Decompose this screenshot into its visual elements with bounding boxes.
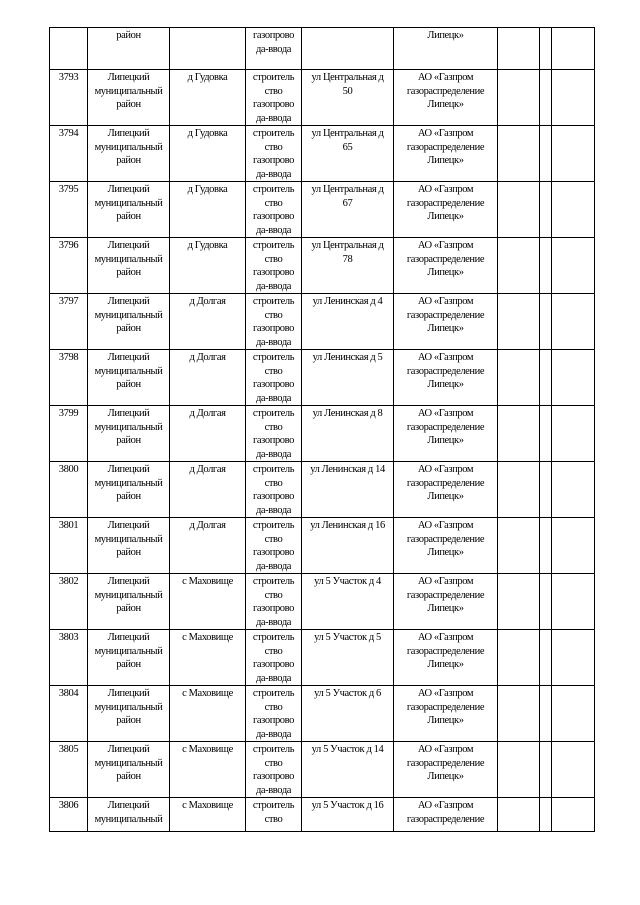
empty-cell bbox=[540, 686, 552, 742]
settlement-cell: с Маховище bbox=[170, 742, 246, 798]
work-type-cell: строитель ство газопрово да-ввода bbox=[246, 350, 302, 406]
empty-cell bbox=[540, 350, 552, 406]
settlement-cell: с Маховище bbox=[170, 686, 246, 742]
work-type-cell: строитель ство газопрово да-ввода bbox=[246, 238, 302, 294]
work-type-cell: строитель ство газопрово да-ввода bbox=[246, 294, 302, 350]
row-number: 3804 bbox=[50, 686, 88, 742]
empty-cell bbox=[540, 798, 552, 832]
district-cell: Липецкий муниципальный район bbox=[88, 294, 170, 350]
district-cell: Липецкий муниципальный район bbox=[88, 350, 170, 406]
district-cell: Липецкий муниципальный район bbox=[88, 70, 170, 126]
empty-cell bbox=[540, 574, 552, 630]
work-type-cell: строитель ство газопрово да-ввода bbox=[246, 630, 302, 686]
row-number: 3801 bbox=[50, 518, 88, 574]
work-type-cell: строитель ство газопрово да-ввода bbox=[246, 70, 302, 126]
empty-cell bbox=[552, 28, 595, 70]
table-row bbox=[50, 406, 595, 462]
empty-cell bbox=[552, 630, 595, 686]
empty-cell bbox=[540, 126, 552, 182]
table-row bbox=[50, 630, 595, 686]
address-cell: ул 5 Участок д 6 bbox=[302, 686, 394, 742]
row-number: 3806 bbox=[50, 798, 88, 832]
empty-cell bbox=[540, 462, 552, 518]
address-cell: ул Ленинская д 4 bbox=[302, 294, 394, 350]
settlement-cell: д Долгая bbox=[170, 518, 246, 574]
address-cell: ул Центральная д 78 bbox=[302, 238, 394, 294]
empty-cell bbox=[498, 294, 540, 350]
empty-cell bbox=[540, 238, 552, 294]
row-number bbox=[50, 28, 88, 70]
empty-cell bbox=[540, 294, 552, 350]
empty-cell bbox=[540, 518, 552, 574]
organization-cell: АО «Газпром газораспределение Липецк» bbox=[394, 630, 498, 686]
work-type-cell: строитель ство газопрово да-ввода bbox=[246, 182, 302, 238]
organization-cell: АО «Газпром газораспределение Липецк» bbox=[394, 462, 498, 518]
organization-cell: АО «Газпром газораспределение Липецк» bbox=[394, 294, 498, 350]
empty-cell bbox=[552, 238, 595, 294]
empty-cell bbox=[498, 126, 540, 182]
empty-cell bbox=[552, 742, 595, 798]
work-type-cell: строитель ство газопрово да-ввода bbox=[246, 686, 302, 742]
settlement-cell: с Маховище bbox=[170, 574, 246, 630]
empty-cell bbox=[498, 742, 540, 798]
empty-cell bbox=[552, 406, 595, 462]
empty-cell bbox=[540, 742, 552, 798]
district-cell: Липецкий муниципальный район bbox=[88, 742, 170, 798]
empty-cell bbox=[498, 630, 540, 686]
settlement-cell: д Долгая bbox=[170, 406, 246, 462]
empty-cell bbox=[498, 70, 540, 126]
empty-cell bbox=[498, 518, 540, 574]
address-cell: ул 5 Участок д 14 bbox=[302, 742, 394, 798]
work-type-cell: газопрово да-ввода bbox=[246, 28, 302, 70]
address-cell bbox=[302, 28, 394, 70]
empty-cell bbox=[552, 182, 595, 238]
empty-cell bbox=[498, 462, 540, 518]
district-cell: Липецкий муниципальный район bbox=[88, 630, 170, 686]
settlement-cell: д Долгая bbox=[170, 294, 246, 350]
empty-cell bbox=[552, 574, 595, 630]
row-number: 3793 bbox=[50, 70, 88, 126]
district-cell: Липецкий муниципальный bbox=[88, 798, 170, 832]
empty-cell bbox=[552, 126, 595, 182]
organization-cell: АО «Газпром газораспределение Липецк» bbox=[394, 238, 498, 294]
table-row bbox=[50, 294, 595, 350]
row-number: 3803 bbox=[50, 630, 88, 686]
settlement-cell: д Долгая bbox=[170, 462, 246, 518]
organization-cell: АО «Газпром газораспределение Липецк» bbox=[394, 742, 498, 798]
settlement-cell: д Долгая bbox=[170, 350, 246, 406]
organization-cell: АО «Газпром газораспределение Липецк» bbox=[394, 406, 498, 462]
table-row bbox=[50, 70, 595, 126]
address-cell: ул 5 Участок д 5 bbox=[302, 630, 394, 686]
organization-cell: АО «Газпром газораспределение bbox=[394, 798, 498, 832]
work-type-cell: строитель ство газопрово да-ввода bbox=[246, 742, 302, 798]
empty-cell bbox=[540, 28, 552, 70]
row-number: 3796 bbox=[50, 238, 88, 294]
district-cell: Липецкий муниципальный район bbox=[88, 182, 170, 238]
empty-cell bbox=[498, 686, 540, 742]
work-type-cell: строитель ство газопрово да-ввода bbox=[246, 126, 302, 182]
table-row bbox=[50, 238, 595, 294]
row-number: 3802 bbox=[50, 574, 88, 630]
district-cell: Липецкий муниципальный район bbox=[88, 574, 170, 630]
empty-cell bbox=[552, 350, 595, 406]
table-row bbox=[50, 574, 595, 630]
table-body bbox=[50, 28, 595, 832]
empty-cell bbox=[552, 798, 595, 832]
table-row bbox=[50, 686, 595, 742]
empty-cell bbox=[498, 406, 540, 462]
empty-cell bbox=[498, 798, 540, 832]
organization-cell: АО «Газпром газораспределение Липецк» bbox=[394, 350, 498, 406]
empty-cell bbox=[498, 28, 540, 70]
organization-cell: АО «Газпром газораспределение Липецк» bbox=[394, 686, 498, 742]
settlement-cell: д Гудовка bbox=[170, 238, 246, 294]
row-number: 3805 bbox=[50, 742, 88, 798]
empty-cell bbox=[540, 630, 552, 686]
address-cell: ул Ленинская д 14 bbox=[302, 462, 394, 518]
organization-cell: АО «Газпром газораспределение Липецк» bbox=[394, 70, 498, 126]
district-cell: Липецкий муниципальный район bbox=[88, 462, 170, 518]
table-row bbox=[50, 28, 595, 70]
row-number: 3794 bbox=[50, 126, 88, 182]
settlement-cell: с Маховище bbox=[170, 630, 246, 686]
district-cell: Липецкий муниципальный район bbox=[88, 406, 170, 462]
address-cell: ул Ленинская д 5 bbox=[302, 350, 394, 406]
empty-cell bbox=[552, 70, 595, 126]
district-cell: Липецкий муниципальный район bbox=[88, 126, 170, 182]
table-row bbox=[50, 518, 595, 574]
organization-cell: АО «Газпром газораспределение Липецк» bbox=[394, 518, 498, 574]
row-number: 3795 bbox=[50, 182, 88, 238]
district-cell: Липецкий муниципальный район bbox=[88, 518, 170, 574]
address-cell: ул Центральная д 65 bbox=[302, 126, 394, 182]
settlement-cell: д Гудовка bbox=[170, 182, 246, 238]
empty-cell bbox=[552, 462, 595, 518]
work-type-cell: строитель ство bbox=[246, 798, 302, 832]
district-cell: Липецкий муниципальный район bbox=[88, 238, 170, 294]
address-cell: ул Ленинская д 8 bbox=[302, 406, 394, 462]
table-row bbox=[50, 350, 595, 406]
address-cell: ул 5 Участок д 4 bbox=[302, 574, 394, 630]
settlement-cell: д Гудовка bbox=[170, 70, 246, 126]
work-type-cell: строитель ство газопрово да-ввода bbox=[246, 462, 302, 518]
empty-cell bbox=[498, 182, 540, 238]
settlement-cell bbox=[170, 28, 246, 70]
address-cell: ул Центральная д 50 bbox=[302, 70, 394, 126]
empty-cell bbox=[540, 406, 552, 462]
table-row bbox=[50, 462, 595, 518]
row-number: 3800 bbox=[50, 462, 88, 518]
district-cell: Липецкий муниципальный район bbox=[88, 686, 170, 742]
empty-cell bbox=[498, 350, 540, 406]
organization-cell: АО «Газпром газораспределение Липецк» bbox=[394, 182, 498, 238]
organization-cell: Липецк» bbox=[394, 28, 498, 70]
table-row bbox=[50, 742, 595, 798]
organization-cell: АО «Газпром газораспределение Липецк» bbox=[394, 574, 498, 630]
empty-cell bbox=[552, 518, 595, 574]
empty-cell bbox=[498, 574, 540, 630]
organization-cell: АО «Газпром газораспределение Липецк» bbox=[394, 126, 498, 182]
row-number: 3797 bbox=[50, 294, 88, 350]
table-row bbox=[50, 798, 595, 832]
district-cell: район bbox=[88, 28, 170, 70]
settlement-cell: с Маховище bbox=[170, 798, 246, 832]
settlement-cell: д Гудовка bbox=[170, 126, 246, 182]
empty-cell bbox=[540, 182, 552, 238]
table-row bbox=[50, 126, 595, 182]
empty-cell bbox=[552, 294, 595, 350]
work-type-cell: строитель ство газопрово да-ввода bbox=[246, 574, 302, 630]
row-number: 3799 bbox=[50, 406, 88, 462]
work-type-cell: строитель ство газопрово да-ввода bbox=[246, 518, 302, 574]
table-row bbox=[50, 182, 595, 238]
empty-cell bbox=[552, 686, 595, 742]
empty-cell bbox=[540, 70, 552, 126]
address-cell: ул 5 Участок д 16 bbox=[302, 798, 394, 832]
empty-cell bbox=[498, 238, 540, 294]
registry-table bbox=[49, 27, 595, 832]
address-cell: ул Центральная д 67 bbox=[302, 182, 394, 238]
address-cell: ул Ленинская д 16 bbox=[302, 518, 394, 574]
row-number: 3798 bbox=[50, 350, 88, 406]
work-type-cell: строитель ство газопрово да-ввода bbox=[246, 406, 302, 462]
